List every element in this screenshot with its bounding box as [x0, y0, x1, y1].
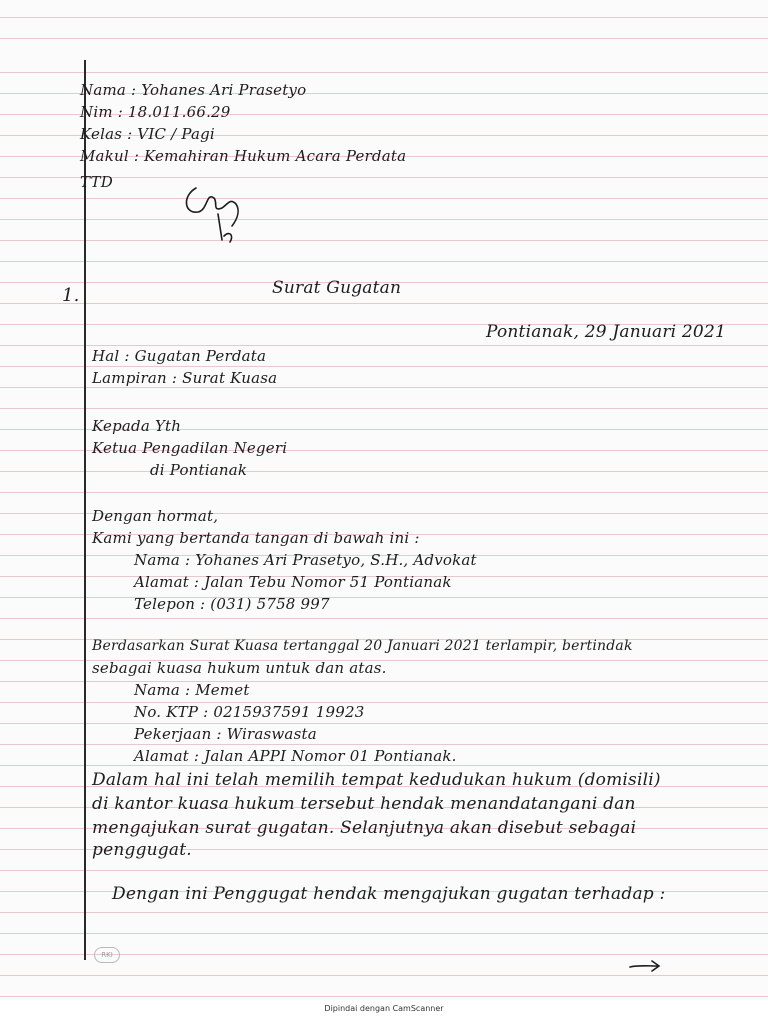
- header-ttd: TTD: [80, 173, 113, 191]
- arrow-right-icon: [628, 956, 662, 976]
- paragraf-line-1: Dalam hal ini telah memilih tempat kedudukan hukum (domisili): [92, 770, 661, 790]
- place-date: Pontianak, 29 Januari 2021: [486, 322, 726, 342]
- ketua-line: Ketua Pengadilan Negeri: [92, 439, 288, 457]
- advokat-alamat: Alamat : Jalan Tebu Nomor 51 Pontianak: [134, 573, 452, 591]
- hal-line: Hal : Gugatan Perdata: [92, 347, 267, 365]
- kepada-line: Kepada Yth: [92, 417, 182, 435]
- header-kelas: Kelas : VIC / Pagi: [80, 125, 215, 143]
- penutup-line: Dengan ini Penggugat hendak mengajukan gugatan terhadap :: [112, 884, 666, 904]
- header-nim: Nim : 18.011.66.29: [80, 103, 231, 121]
- header-nama: Nama : Yohanes Ari Prasetyo: [80, 81, 307, 99]
- kami-line: Kami yang bertanda tangan di bawah ini :: [92, 529, 420, 547]
- paragraf-line-2: di kantor kuasa hukum tersebut hendak menandatangani dan: [92, 794, 636, 814]
- paragraf-line-4: penggugat.: [92, 840, 192, 860]
- klien-pekerjaan: Pekerjaan : Wiraswasta: [134, 725, 317, 743]
- section-number: 1.: [62, 285, 80, 306]
- berdasarkan-line-2: sebagai kuasa hukum untuk dan atas.: [92, 659, 387, 677]
- salam-line: Dengan hormat,: [92, 507, 219, 525]
- margin-line: [84, 60, 86, 960]
- advokat-nama: Nama : Yohanes Ari Prasetyo, S.H., Advokat: [134, 551, 477, 569]
- letter-title: Surat Gugatan: [272, 278, 402, 298]
- advokat-telepon: Telepon : (031) 5758 997: [134, 595, 330, 613]
- klien-nama: Nama : Memet: [134, 681, 250, 699]
- di-line: di Pontianak: [150, 461, 248, 479]
- paragraf-line-3: mengajukan surat gugatan. Selanjutnya akan disebut sebagai: [92, 818, 637, 838]
- berdasarkan-line-1: Berdasarkan Surat Kuasa tertanggal 20 Januari 2021 terlampir, bertindak: [92, 638, 633, 654]
- signature: [178, 170, 258, 250]
- lampiran-line: Lampiran : Surat Kuasa: [92, 369, 278, 387]
- klien-ktp: No. KTP : 0215937591 19923: [134, 703, 365, 721]
- notebook-stamp: RKI: [94, 947, 120, 963]
- scanner-watermark: Dipindai dengan CamScanner: [0, 1000, 768, 1024]
- klien-alamat: Alamat : Jalan APPI Nomor 01 Pontianak.: [134, 747, 457, 765]
- header-matkul: Makul : Kemahiran Hukum Acara Perdata: [80, 147, 407, 165]
